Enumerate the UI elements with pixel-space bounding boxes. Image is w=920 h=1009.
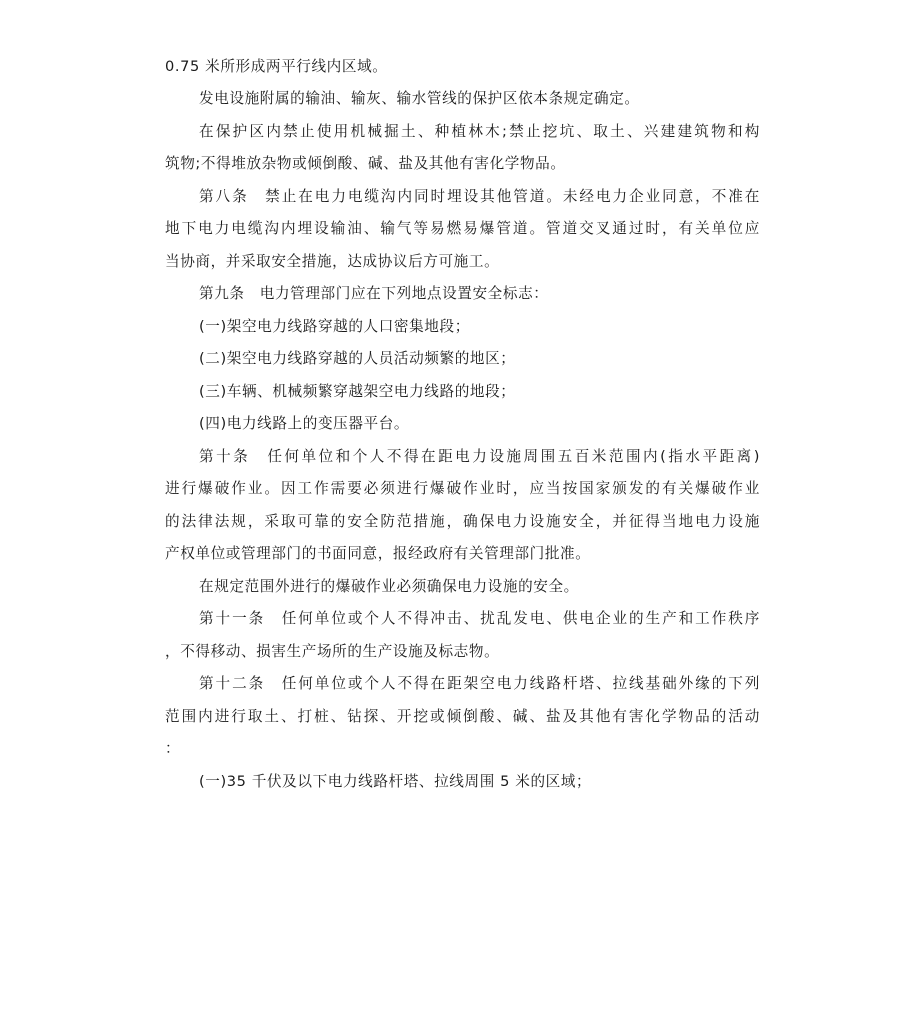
text-line: 的法律法规，采取可靠的安全防范措施，确保电力设施安全，并征得当地电力设施 — [165, 513, 760, 530]
list-item: (四)电力线路上的变压器平台。 — [199, 415, 410, 432]
text-line: 筑物;不得堆放杂物或倾倒酸、碱、盐及其他有害化学物品。 — [165, 155, 566, 172]
list-item: (三)车辆、机械频繁穿越架空电力线路的地段； — [199, 383, 516, 400]
text-line: 第十条 任何单位和个人不得在距电力设施周围五百米范围内(指水平距离) — [199, 448, 760, 465]
text-line: 0.75 米所形成两平行线内区域。 — [165, 58, 388, 75]
list-item: (二)架空电力线路穿越的人员活动频繁的地区； — [199, 350, 516, 367]
text-line: 产权单位或管理部门的书面同意，报经政府有关管理部门批准。 — [165, 545, 591, 562]
text-line: 第八条 禁止在电力电缆沟内同时埋设其他管道。未经电力企业同意，不准在 — [199, 188, 760, 205]
text-line: 发电设施附属的输油、输灰、输水管线的保护区依本条规定确定。 — [199, 90, 640, 107]
text-line: 地下电力电缆沟内埋设输油、输气等易燃易爆管道。管道交叉通过时，有关单位应 — [165, 220, 760, 237]
list-item: (一)35 千伏及以下电力线路杆塔、拉线周围 5 米的区域； — [199, 773, 592, 790]
text-line: 第十一条 任何单位或个人不得冲击、扰乱发电、供电企业的生产和工作秩序 — [199, 610, 760, 627]
text-line: ，不得移动、损害生产场所的生产设施及标志物。 — [165, 643, 500, 660]
text-line: 在保护区内禁止使用机械掘土、种植林木;禁止挖坑、取土、兴建建筑物和构 — [199, 123, 760, 140]
text-line: 在规定范围外进行的爆破作业必须确保电力设施的安全。 — [199, 578, 579, 595]
text-line: ： — [165, 740, 181, 757]
list-item: (一)架空电力线路穿越的人口密集地段； — [199, 318, 470, 335]
text-line: 第九条 电力管理部门应在下列地点设置安全标志： — [199, 285, 549, 302]
text-line: 第十二条 任何单位或个人不得在距架空电力线路杆塔、拉线基础外缘的下列 — [199, 675, 760, 692]
text-line: 进行爆破作业。因工作需要必须进行爆破作业时，应当按国家颁发的有关爆破作业 — [165, 480, 760, 497]
text-line: 当协商，并采取安全措施，达成协议后方可施工。 — [165, 253, 500, 270]
text-line: 范围内进行取土、打桩、钻探、开挖或倾倒酸、碱、盐及其他有害化学物品的活动 — [165, 708, 760, 725]
